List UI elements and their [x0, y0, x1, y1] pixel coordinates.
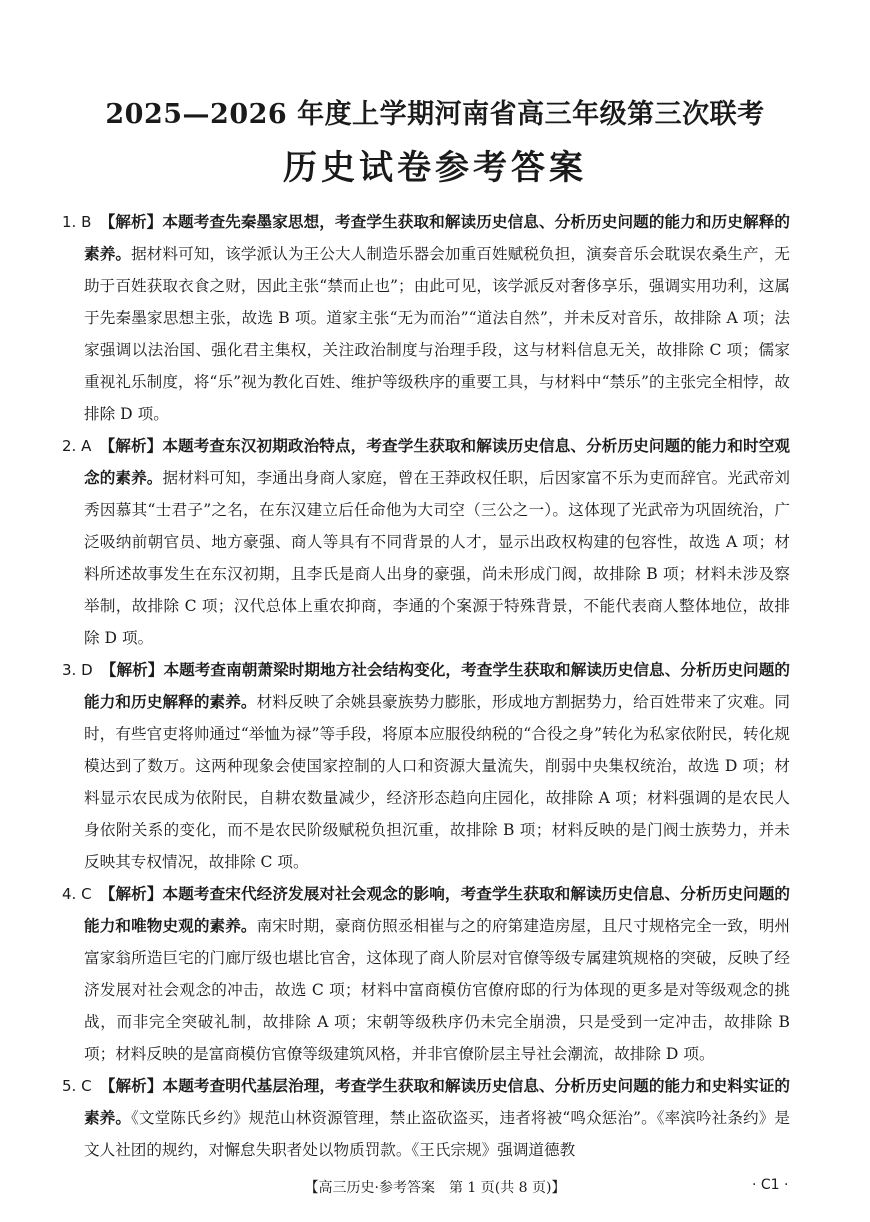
- analysis-lead: 本题考查南朝萧梁时期地方社会结构变化，考查学生获取和解读历史信息、分析历史问题的能力和历史解释的素养。: [84, 660, 790, 711]
- analysis-tag: 【解析】: [99, 436, 163, 455]
- analysis-tag: 【解析】: [100, 660, 164, 679]
- answer-number: 1. B: [62, 213, 92, 231]
- answer-item-1: [62, 206, 790, 430]
- analysis-lead: 本题考查东汉初期政治特点，考查学生获取和解读历史信息、分析历史问题的能力和时空观念的素养。: [84, 436, 790, 487]
- analysis-lead: 本题考查先秦墨家思想，考查学生获取和解读历史信息、分析历史问题的能力和历史解释的素养。: [84, 212, 790, 263]
- analysis-body: 材料反映了余姚县豪族势力膨胀，形成地方割据势力，给百姓带来了灾难。同时，有些官吏将帅通过“举恤为禄”等手段，将原本应服役纳税的“合役之身”转化为私家依附民，转化规模达到了数万。这两种现象会使国家控制的人口和资源大量流失，削弱中央集权统治，故选 D 项；材料显示农民成为依附民，自耕农数量减少，经济形态趋向庄园化，故排除 A 项；材料强调的是农民人身依附关系的变化，而不是农民阶级赋税负担沉重，故排除 B 项；材料反映的是门阀士族势力，并未反映其专权情况，故排除 C 项。: [84, 693, 790, 871]
- answer-item-5: [62, 1070, 790, 1166]
- analysis-lead: 本题考查明代基层治理，考查学生获取和解读历史信息、分析历史问题的能力和史料实证的素养。: [84, 1076, 790, 1127]
- answer-number: 2. A: [62, 437, 92, 455]
- answer-item-2: [62, 430, 790, 654]
- analysis-body: 《文堂陈氏乡约》规范山林资源管理，禁止盗砍盗买，违者将被“鸣众惩治”。《率滨吟社条约》是文人社团的规约，对懈怠失职者处以物质罚款。《王氏宗规》强调道德教: [84, 1109, 790, 1159]
- analysis-lead: 本题考查宋代经济发展对社会观念的影响，考查学生获取和解读历史信息、分析历史问题的能力和唯物史观的素养。: [84, 884, 790, 935]
- answer-key-title: 历史试卷参考答案: [283, 148, 587, 188]
- analysis-tag: 【解析】: [99, 884, 163, 903]
- analysis-body: 据材料可知，李通出身商人家庭，曾在王莽政权任职，后因家富不乐为吏而辞官。光武帝刘秀因慕其“士君子”之名，在东汉建立后任命他为大司空（三公之一）。这体现了光武帝为巩固统治，广泛吸纳前朝官员、地方豪强、商人等具有不同背景的人才，显示出政权构建的包容性，故选 A 项；材料所述故事发生在东汉初期，且李氏是商人出身的豪强，尚未形成门阀，故排除 B 项；材料未涉及察举制，故排除 C 项；汉代总体上重农抑商，李通的个案源于特殊背景，不能代表商人整体地位，故排除 D 项。: [84, 469, 790, 647]
- analysis-tag: 【解析】: [99, 1076, 163, 1095]
- exam-title: 2025—2026 年度上学期河南省高三年级第三次联考: [105, 99, 765, 130]
- answer-number: 3. D: [62, 661, 93, 679]
- analysis-body: 南宋时期，豪商仿照丞相崔与之的府第建造房屋，且尺寸规格完全一致，明州富家翁所造巨宅的门廊厅级也堪比官舍，这体现了商人阶层对官僚等级专属建筑规格的突破，反映了经济发展对社会观念的冲击，故选 C 项；材料中富商模仿官僚府邸的行为体现的更多是对等级观念的挑战，而非完全突破礼制，故排除 A 项；宋朝等级秩序仍未完全崩溃，只是受到一定冲击，故排除 B 项；材料反映的是富商模仿官僚等级建筑风格，并非官僚阶层主导社会潮流，故排除 D 项。: [84, 917, 790, 1063]
- answer-list: [62, 206, 790, 1166]
- answer-number: 4. C: [62, 885, 92, 903]
- analysis-tag: 【解析】: [99, 212, 163, 231]
- answer-number: 5. C: [62, 1077, 92, 1095]
- analysis-body: 据材料可知，该学派认为王公大人制造乐器会加重百姓赋税负担，演奏音乐会耽误农桑生产，无助于百姓获取衣食之财，因此主张“禁而止也”；由此可见，该学派反对奢侈享乐，强调实用功利，这属于先秦墨家思想主张，故选 B 项。道家主张“无为而治”“道法自然”，并未反对音乐，故排除 A 项；法家强调以法治国、强化君主集权，关注政治制度与治理手段，这与材料信息无关，故排除 C 项；儒家重视礼乐制度，将“乐”视为教化百姓、维护等级秩序的重要工具，与材料中“禁乐”的主张完全相悖，故排除 D 项。: [84, 245, 790, 423]
- page-footer: 【高三历史·参考答案 第 1 页(共 8 页)】: [304, 1180, 566, 1196]
- paper-code: · C1 ·: [752, 1177, 789, 1193]
- answer-item-4: [62, 878, 790, 1070]
- answer-item-3: [62, 654, 790, 878]
